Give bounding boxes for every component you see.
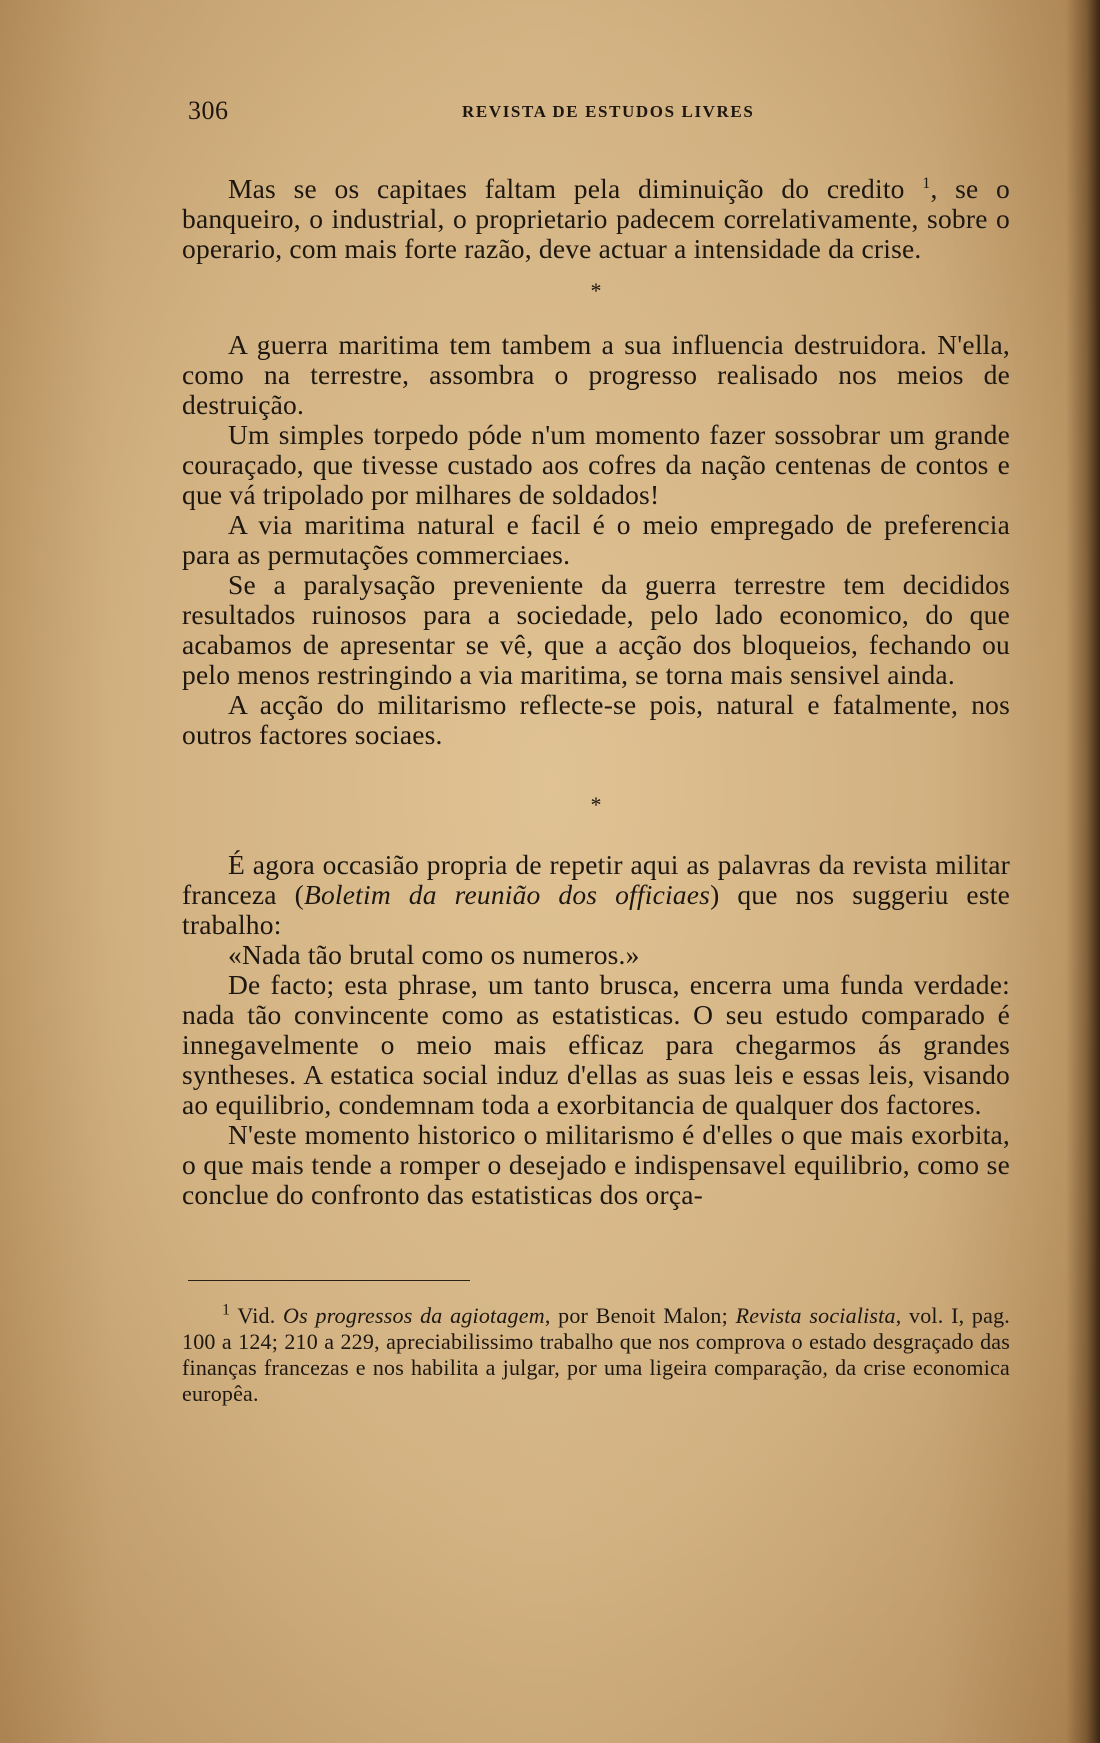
paragraph-historic-moment: N'este momento historico o militarismo é d'elles o que mais exorbita, o que mais tende a romper o desejado e indispensavel equilibrio, como se conclue do confronto das estatisticas dos orça- <box>182 1119 1010 1210</box>
journal-title-italic: Boletim da reunião dos officiaes <box>303 879 711 910</box>
journal-title: REVISTA DE ESTUDOS LIVRES <box>462 102 755 121</box>
paragraph-text: ) que nos suggeriu este trabalho: <box>182 879 1010 940</box>
paragraph-maritime-route: A via maritima natural e facil é o meio empregado de preferencia para as permutações commerciaes. <box>182 509 1010 570</box>
paragraph-quote: «Nada tão brutal como os numeros.» <box>228 939 640 970</box>
paragraph-text: Mas se os capitaes faltam pela diminuição do credito <box>228 173 923 204</box>
book-binding-edge <box>1066 0 1100 1743</box>
paragraph-text: , se o banqueiro, o industrial, o proprietario padecem correlativamente, sobre o operario, com mais forte razão, deve actuar a intensidade da crise. <box>182 173 1010 264</box>
running-head <box>182 96 1010 132</box>
footnote-italic-title: Revista socialista <box>735 1303 896 1328</box>
page-number: 306 <box>188 96 229 125</box>
paragraph-blockades: Se a paralysação preveniente da guerra terrestre tem decididos resultados ruinosos para a sociedade, pelo lado economico, do que acabamos de apresentar se vê, que a acção dos bloqueios, fechando ou pelo menos restringindo a via maritima, se torna mais sensivel ainda. <box>182 569 1010 690</box>
section-separator: * <box>590 792 602 817</box>
footnote-rule <box>188 1280 470 1281</box>
footnote-text: , por Benoit Malon; <box>544 1303 736 1328</box>
paragraph-torpedo: Um simples torpedo póde n'um momento fazer sossobrar um grande couraçado, que tivesse custado aos cofres da nação centenas de contos e que vá tripolado por milhares de soldados! <box>182 419 1010 510</box>
footnote-reference: 1 <box>922 174 931 192</box>
paragraph-militarism-effect: A acção do militarismo reflecte-se pois, natural e fatalmente, nos outros factores sociaes. <box>182 689 1010 750</box>
paragraph-naval-war: A guerra maritima tem tambem a sua influencia destruidora. N'ella, como na terrestre, assombra o progresso realisado nos meios de destruição. <box>182 329 1010 420</box>
footnote-text: , vol. I, pag. 100 a 124; 210 a 229, apreciabilissimo trabalho que nos comprova o estado desgraçado das finanças francezas e nos habilita a julgar, por uma ligeira comparação, da crise economica europêa. <box>182 1303 1010 1406</box>
paragraph-statistics: De facto; esta phrase, um tanto brusca, encerra uma funda verdade: nada tão convincente como as estatisticas. O seu estudo comparado é innegavelmente o meio mais efficaz para chegarmos ás grandes syntheses. A estatica social induz d'ellas as suas leis e essas leis, visando ao equilibrio, condemnam toda a exorbitancia de qualquer dos factores. <box>182 969 1010 1120</box>
paragraph-text: É agora occasião propria de repetir aqui as palavras da revista militar franceza ( <box>182 849 1010 910</box>
footnote-text: Vid. <box>230 1303 284 1328</box>
footnote <box>182 1303 1010 1407</box>
text-block <box>182 96 1010 1407</box>
paragraph-military-review <box>182 850 1010 940</box>
paragraph-credit-crisis <box>182 174 1010 264</box>
section-separator: * <box>590 278 602 303</box>
footnote-italic-title: Os progressos da agiotagem <box>283 1303 545 1328</box>
footnote-marker: 1 <box>222 1301 231 1319</box>
